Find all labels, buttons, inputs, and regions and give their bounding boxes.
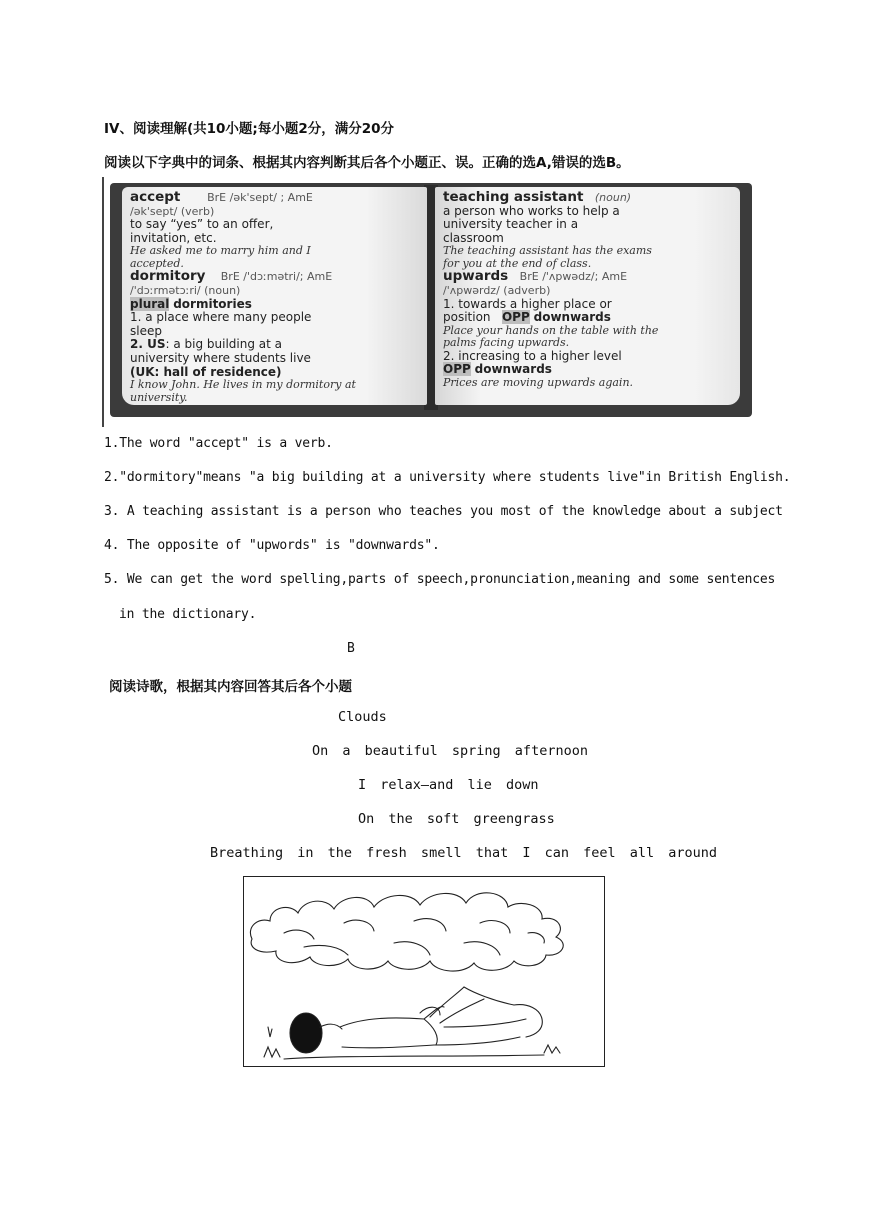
part-b-label: B	[347, 641, 355, 656]
image-border	[102, 177, 104, 427]
definition-line: classroom	[443, 230, 504, 245]
headword-dormitory: dormitory	[130, 268, 206, 285]
pronunciation: BrE /ək'sept/ ; AmE	[207, 191, 313, 204]
dictionary-right-page	[435, 187, 740, 405]
definition-line: 2. increasing to a higher level	[443, 348, 622, 363]
poem-title: Clouds	[338, 709, 387, 725]
section-heading: IV、阅读理解(共10小题;每小题2分，满分20分	[104, 121, 395, 137]
pronunciation: BrE /'dɔːmətri/; AmE	[220, 270, 333, 284]
headword-upwards: upwards	[443, 268, 509, 285]
example-sentence: He asked me to marry him and I	[130, 244, 311, 258]
plural-form: dormitories	[173, 296, 252, 311]
definition-line: position	[443, 310, 491, 325]
poem-line: On the soft greengrass	[358, 811, 555, 827]
headword-teaching-assistant: teaching assistant	[443, 189, 584, 205]
definition-line: invitation, etc.	[130, 230, 217, 245]
question-2: 2."dormitory"means "a big building at a university where students live"in British English.	[104, 470, 791, 485]
poem-instruction: 阅读诗歌，根据其内容回答其后各个小题	[109, 679, 352, 695]
question-5: 5. We can get the word spelling,parts of speech,pronunciation,meaning and some sentences	[104, 572, 776, 587]
pronunciation: /ək'sept/ (verb)	[130, 204, 215, 218]
part-of-speech: (noun)	[594, 191, 632, 204]
example-sentence: Place your hands on the table with the	[443, 323, 659, 337]
definition-line: : a big building at a	[165, 337, 282, 352]
definition-line: sleep	[130, 323, 162, 338]
question-5-continuation: in the dictionary.	[119, 607, 257, 622]
definition-line: a person who works to help a	[443, 203, 620, 218]
example-sentence: The teaching assistant has the exams	[443, 244, 652, 258]
example-sentence: university.	[130, 390, 188, 404]
clouds-drawing	[244, 877, 604, 1066]
question-4: 4. The opposite of "upwords" is "downwards".	[104, 538, 440, 553]
pronunciation: BrE /'ʌpwədz/; AmE	[519, 270, 628, 284]
opp-label: OPP	[443, 362, 471, 377]
opp-label: OPP	[501, 310, 530, 325]
example-sentence: for you at the end of class.	[443, 256, 592, 270]
poem-line: I relax—and lie down	[358, 777, 539, 793]
example-sentence: Prices are moving upwards again.	[443, 375, 634, 389]
clouds-illustration	[243, 876, 605, 1067]
dictionary-left-page	[122, 187, 427, 405]
headword-accept: accept	[130, 189, 181, 205]
example-sentence: palms facing upwards.	[443, 336, 570, 350]
pronunciation: /'dɔːrmətɔːri/ (noun)	[130, 283, 241, 297]
poem-line: On a beautiful spring afternoon	[312, 743, 588, 759]
definition-line: to say “yes” to an offer,	[130, 217, 274, 232]
definition-line: university teacher in a	[443, 217, 579, 232]
us-label: 2. US	[130, 337, 166, 352]
plural-label: plural	[130, 296, 170, 311]
dictionary-image	[102, 177, 752, 427]
definition-line: 1. towards a higher place or	[443, 296, 612, 311]
question-1: 1.The word "accept" is a verb.	[104, 436, 333, 451]
example-sentence: I know John. He lives in my dormitory at	[130, 378, 356, 392]
definition-line: 1. a place where many people	[130, 310, 312, 325]
example-sentence: accepted.	[130, 256, 184, 270]
uk-variant: (UK: hall of residence)	[130, 364, 282, 379]
instruction-text: 阅读以下字典中的词条、根据其内容判断其后各个小题正、误。正确的选A,错误的选B。	[104, 155, 630, 171]
opposite-word: downwards	[533, 310, 611, 325]
opposite-word: downwards	[474, 362, 552, 377]
definition-line: university where students live	[130, 350, 311, 365]
question-3: 3. A teaching assistant is a person who teaches you most of the knowledge about a subject	[104, 504, 783, 519]
poem-line: Breathing in the fresh smell that I can feel all around	[210, 845, 718, 861]
pronunciation: /'ʌpwərdz/ (adverb)	[443, 283, 551, 297]
